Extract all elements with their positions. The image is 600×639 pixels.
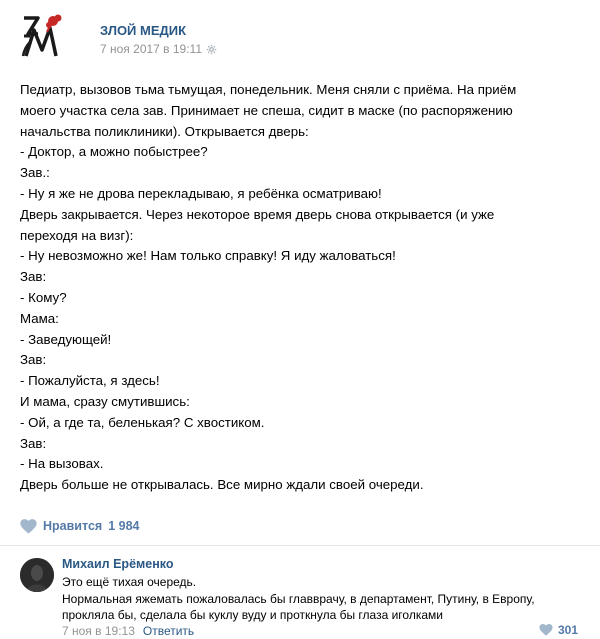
post-line: - Ну я же не дрова перекладываю, я ребёнка осматриваю! [20,185,382,201]
comment-line: Нормальная яжемать пожаловалась бы главврачу, в департамент, Путину, в Европу, [62,591,535,606]
post-line: - Ой, а где та, беленькая? С хвостиком. [20,414,265,430]
post-line: - Пожалуйста, я здесь! [20,373,160,389]
post-line: начальства поликлиники). Открывается дверь: [20,123,309,139]
reply-button[interactable]: Ответить [142,624,195,638]
post-line: Зав: [20,435,47,451]
comment-date[interactable]: 7 ноя в 19:13 [62,624,135,638]
like-label: Нравится [43,519,103,533]
post-line: Зав: [20,269,47,285]
avatar-image-icon [20,558,54,592]
heart-icon [539,624,553,636]
post-line: Зав.: [20,165,50,181]
post-author[interactable]: ЗЛОЙ МЕДИК [100,23,187,38]
comment-author[interactable]: Михаил Ерёменко [62,557,174,571]
comment-like-count: 301 [557,623,578,637]
comment-line: Это ещё тихая очередь. [62,575,197,589]
comment-footer [62,624,194,638]
post-line: - Ну невозможно же! Нам только справку! Я иду жаловаться! [20,248,396,264]
like-button[interactable] [20,516,139,536]
comment-line: прокляла бы, сделала бы куклу вуду и проткнула бы глаза иголками [62,608,443,623]
post-line: Мама: [20,310,59,326]
post-line: - Заведующей! [20,331,112,347]
post-header [20,12,580,62]
comment-text [62,574,580,624]
community-logo[interactable] [20,12,70,60]
divider [0,545,600,546]
post-line: И мама, сразу смутившись: [20,393,190,409]
post-line: Дверь больше не открывалась. Все мирно ждали своей очереди. [20,477,424,493]
post-line: Педиатр, вызовов тьма тьмущая, понедельник. Меня сняли с приёма. На приём [20,82,517,97]
zm-monogram-logo-icon [20,12,70,60]
post-text [20,80,580,496]
like-count: 1 984 [108,519,140,533]
post-line: переходя на визг): [20,227,134,243]
heart-icon [20,519,37,534]
post-meta [100,42,217,56]
post-line: - Доктор, а можно побыстрее? [20,144,208,160]
post-line: - Кому? [20,289,67,305]
comment-like-button[interactable] [539,623,578,637]
avatar[interactable] [20,558,54,592]
post-line: Зав: [20,352,47,368]
gear-icon[interactable] [206,44,217,55]
post-date[interactable]: 7 ноя 2017 в 19:11 [100,42,203,56]
post-line: Дверь закрывается. Через некоторое время дверь снова открывается (и уже [20,206,495,222]
post-line: моего участка села зав. Принимает не спеша, сидит в маске (по распоряжению [20,102,513,118]
post-line: - На вызовах. [20,456,104,472]
comment [20,556,580,639]
